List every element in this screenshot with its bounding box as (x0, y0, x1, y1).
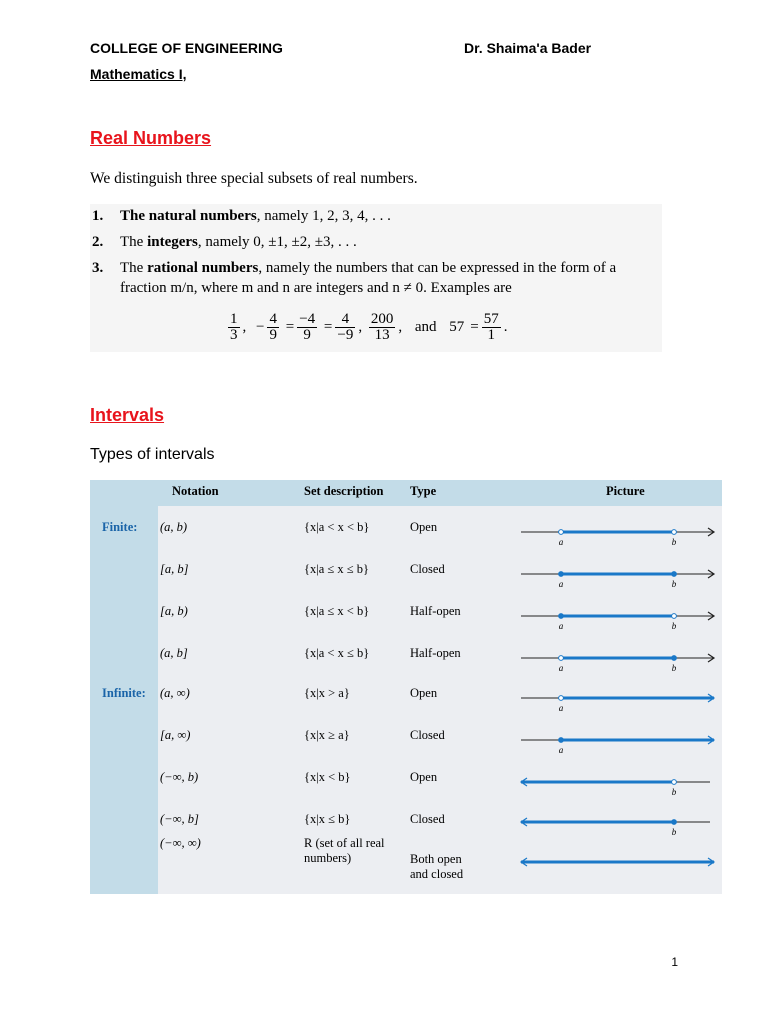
endpoint-b (672, 614, 677, 619)
col-header-notation: Notation (172, 484, 219, 498)
list-item: 1. The natural numbers, namely 1, 2, 3, 4, . . . (92, 208, 391, 224)
fraction: $\frac{4}{9}$ (269, 311, 277, 343)
rational-examples: $\frac{1}{3}$ , − $\frac{4}{9}$ = $\frac{-4}{9}$ = $\frac{4}{-9}$ , $\frac{200}{13}$ , and 57 = $\frac{57}{1}$ . (230, 311, 508, 343)
fraction: $\frac{200}{13}$ (370, 311, 394, 343)
label-b: b (671, 537, 677, 547)
interval-notation: (a, b) (160, 520, 188, 534)
intervals-subtitle: Types of intervals (90, 446, 215, 463)
endpoint-b (672, 656, 677, 661)
col-header-picture: Picture (606, 484, 645, 498)
interval-notation: (a, ∞) (160, 686, 190, 700)
interval-notation: (−∞, b] (160, 812, 199, 826)
interval-picture (516, 526, 716, 548)
list-item: 2. The integers, namely 0, ±1, ±2, ±3, . . . (92, 234, 357, 250)
set-description: R (set of all real (304, 836, 385, 850)
label-b: b (671, 827, 677, 837)
group-label-infinite: Infinite: (102, 686, 146, 700)
interval-type: Open (410, 520, 438, 534)
interval-type: Open (410, 770, 438, 784)
label-b: b (671, 787, 677, 797)
interval-type: Closed (410, 812, 445, 826)
interval-picture (516, 568, 716, 590)
set-description: {x|x ≥ a} (304, 728, 350, 742)
author-name: Dr. Shaima'a Bader (464, 40, 592, 56)
interval-picture (516, 692, 716, 714)
interval-picture (516, 734, 716, 756)
endpoint-a (559, 656, 564, 661)
interval-notation: [a, b] (160, 562, 189, 576)
label-a: a (558, 537, 564, 547)
interval-notation: [a, ∞) (160, 728, 191, 742)
label-a: a (558, 703, 564, 713)
endpoint-a (559, 572, 564, 577)
label-b: b (671, 579, 677, 589)
interval-type: Closed (410, 728, 445, 742)
interval-picture (516, 610, 716, 632)
endpoint-b (672, 572, 677, 577)
label-a: a (558, 663, 564, 673)
label-a: a (558, 745, 564, 755)
college-name: COLLEGE OF ENGINEERING (90, 40, 283, 56)
label-b: b (671, 663, 677, 673)
list-item-continuation: fraction m/n, where m and n are integers and n ≠ 0. Examples are (120, 280, 512, 296)
fraction: $\frac{-4}{9}$ (299, 311, 316, 343)
col-header-type: Type (410, 484, 437, 498)
set-description: {x|a < x < b} (304, 520, 370, 534)
interval-notation: [a, b) (160, 604, 188, 618)
interval-type: and closed (410, 867, 464, 881)
set-description: {x|a ≤ x ≤ b} (304, 562, 370, 576)
set-description: {x|a ≤ x < b} (304, 604, 370, 618)
set-description: numbers) (304, 851, 352, 865)
endpoint-b (672, 530, 677, 535)
interval-picture (516, 856, 716, 878)
endpoint-a (559, 614, 564, 619)
endpoint-a (559, 738, 564, 743)
list-item: 3. The rational numbers, namely the numbers that can be expressed in the form of a (92, 260, 617, 276)
interval-types-table (90, 480, 722, 894)
label-a: a (558, 579, 564, 589)
fraction: $\frac{1}{3}$ (230, 311, 238, 343)
set-description: {x|x ≤ b} (304, 812, 351, 826)
endpoint-a (559, 530, 564, 535)
interval-type: Half-open (410, 604, 461, 618)
fraction: $\frac{57}{1}$ (483, 311, 499, 343)
course-name: Mathematics I, (90, 66, 187, 82)
endpoint-a (559, 696, 564, 701)
interval-picture (516, 816, 716, 838)
interval-type: Open (410, 686, 438, 700)
label-a: a (558, 621, 564, 631)
set-description: {x|a < x ≤ b} (304, 646, 370, 660)
col-header-set: Set description (304, 484, 384, 498)
real-numbers-intro: We distinguish three special subsets of real numbers. (90, 170, 418, 187)
page-number: 1 (671, 955, 678, 969)
interval-notation: (−∞, b) (160, 770, 199, 784)
set-description: {x|x < b} (304, 770, 351, 784)
set-description: {x|x > a} (304, 686, 350, 700)
fraction: $\frac{4}{-9}$ (337, 311, 354, 343)
endpoint-b (672, 820, 677, 825)
real-numbers-heading: Real Numbers (90, 128, 212, 148)
group-label-finite: Finite: (102, 520, 138, 534)
interval-picture (516, 776, 716, 798)
interval-notation: (−∞, ∞) (160, 836, 201, 850)
label-b: b (671, 621, 677, 631)
interval-picture (516, 652, 716, 674)
number-subsets-box (90, 204, 662, 352)
interval-notation: (a, b] (160, 646, 188, 660)
interval-type: Half-open (410, 646, 461, 660)
endpoint-b (672, 780, 677, 785)
interval-type: Closed (410, 562, 445, 576)
intervals-heading: Intervals (90, 405, 165, 425)
interval-type: Both open (410, 852, 462, 866)
